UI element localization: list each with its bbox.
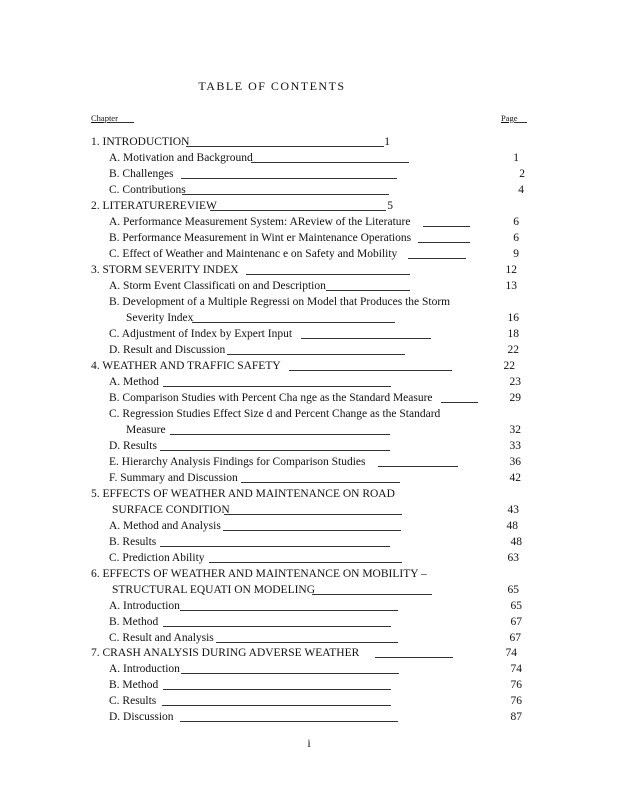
- page-number-footer: i: [307, 736, 311, 750]
- toc-page-number: 36: [509, 456, 521, 468]
- toc-leader: [289, 370, 452, 371]
- toc-entry[interactable]: C. Prediction Ability: [109, 552, 205, 564]
- toc-entry[interactable]: C. Result and Analysis: [109, 632, 214, 644]
- toc-page-number: 16: [507, 312, 519, 324]
- toc-leader: [180, 721, 398, 722]
- toc-entry[interactable]: A. Introduction: [109, 663, 180, 675]
- toc-entry[interactable]: A. Method: [109, 376, 159, 388]
- toc-page-number: 76: [510, 695, 522, 707]
- toc-entry[interactable]: A. Method and Analysis: [109, 520, 221, 532]
- toc-leader: [375, 657, 453, 658]
- toc-leader: [216, 642, 398, 643]
- toc-entry[interactable]: 7. CRASH ANALYSIS DURING ADVERSE WEATHER: [91, 647, 360, 659]
- toc-page-number: 33: [509, 440, 521, 452]
- toc-page-number: 42: [509, 472, 521, 484]
- toc-entry[interactable]: 1. INTRODUCTION: [91, 136, 190, 148]
- toc-leader: [441, 402, 478, 403]
- toc-leader: [408, 258, 466, 259]
- toc-page-number: 48: [506, 520, 518, 532]
- toc-page-number: 74: [510, 663, 522, 675]
- toc-page-number: 48: [510, 536, 522, 548]
- toc-page-number: 5: [387, 200, 393, 212]
- toc-leader: [163, 689, 391, 690]
- toc-entry[interactable]: E. Hierarchy Analysis Findings for Comparison Studies: [109, 456, 366, 468]
- toc-leader: [180, 610, 398, 611]
- toc-entry[interactable]: C. Effect of Weather and Maintenanc e on Safety and Mobility: [109, 248, 398, 260]
- toc-page-number: 12: [505, 264, 517, 276]
- toc-leader: [423, 226, 470, 227]
- toc-page-number: 22: [507, 344, 519, 356]
- toc-entry[interactable]: A. Motivation and Background: [109, 152, 253, 164]
- toc-page-number: 74: [505, 647, 517, 659]
- toc-page-number: 65: [507, 584, 519, 596]
- toc-leader: [251, 162, 409, 163]
- toc-leader: [418, 242, 470, 243]
- toc-leader: [241, 482, 400, 483]
- toc-leader: [163, 386, 391, 387]
- toc-page-number: 1: [384, 136, 390, 148]
- toc-leader: [192, 322, 395, 323]
- toc-page-number: 32: [509, 424, 521, 436]
- toc-entry[interactable]: C. Regression Studies Effect Size d and Percent Change as the Standard: [109, 408, 441, 420]
- toc-page-number: 65: [510, 600, 522, 612]
- toc-entry[interactable]: C. Contributions: [109, 184, 186, 196]
- toc-page-number: 4: [518, 184, 524, 196]
- chapter-header-rule: [110, 122, 134, 123]
- page-title: TABLE OF CONTENTS: [198, 79, 346, 93]
- toc-leader: [378, 466, 458, 467]
- toc-page-number: 6: [513, 216, 519, 228]
- toc-entry[interactable]: 3. STORM SEVERITY INDEX: [91, 264, 239, 276]
- toc-leader: [223, 530, 401, 531]
- toc-leader: [182, 194, 389, 195]
- toc-entry[interactable]: C. Adjustment of Index by Expert Input: [109, 328, 293, 340]
- toc-entry[interactable]: B. Method: [109, 616, 159, 628]
- toc-page-number: 22: [503, 360, 515, 372]
- toc-leader: [224, 514, 402, 515]
- toc-entry[interactable]: D. Discussion: [109, 711, 174, 723]
- toc-entry[interactable]: 6. EFFECTS OF WEATHER AND MAINTENANCE ON MOBILITY –: [91, 568, 427, 580]
- toc-page-number: 67: [509, 632, 521, 644]
- toc-entry[interactable]: B. Performance Measurement in Wint er Maintenance Operations: [109, 232, 412, 244]
- toc-entry[interactable]: A. Performance Measurement System: AReview of the Literature: [109, 216, 411, 228]
- toc-leader: [163, 626, 391, 627]
- toc-entry-continuation[interactable]: STRUCTURAL EQUATI ON MODELING: [112, 584, 316, 596]
- toc-entry[interactable]: 5. EFFECTS OF WEATHER AND MAINTENANCE ON ROAD: [91, 488, 395, 500]
- toc-page-number: 87: [510, 711, 522, 723]
- toc-leader: [312, 594, 432, 595]
- toc-page-number: 63: [507, 552, 519, 564]
- toc-entry-continuation[interactable]: Severity Index: [126, 312, 194, 324]
- toc-leader: [160, 450, 390, 451]
- toc-leader: [162, 705, 391, 706]
- toc-page-number: 1: [513, 152, 519, 164]
- toc-leader: [181, 178, 397, 179]
- toc-leader: [170, 434, 390, 435]
- toc-entry[interactable]: B. Challenges: [109, 168, 174, 180]
- chapter-column-header: Chapter: [91, 113, 118, 123]
- toc-page-number: 18: [507, 328, 519, 340]
- toc-entry[interactable]: C. Results: [109, 695, 157, 707]
- toc-page-number: 6: [513, 232, 519, 244]
- page-header-rule: [514, 122, 527, 123]
- toc-entry[interactable]: A. Storm Event Classificati on and Description: [109, 280, 326, 292]
- toc-leader: [301, 338, 431, 339]
- toc-page-number: 76: [510, 679, 522, 691]
- toc-entry[interactable]: D. Result and Discussion: [109, 344, 226, 356]
- toc-page-number: 2: [519, 168, 525, 180]
- toc-page-number: 9: [513, 248, 519, 260]
- toc-leader: [209, 562, 402, 563]
- page-column-header: Page: [501, 113, 518, 123]
- toc-leader: [326, 290, 410, 291]
- toc-leader: [160, 546, 390, 547]
- toc-entry-continuation[interactable]: SURFACE CONDITION: [112, 504, 230, 516]
- toc-page-number: 67: [510, 616, 522, 628]
- toc-page-number: 23: [509, 376, 521, 388]
- toc-entry[interactable]: 2. LITERATUREREVIEW: [91, 200, 217, 212]
- toc-entry-continuation[interactable]: Measure: [126, 424, 166, 436]
- toc-page-number: 13: [505, 280, 517, 292]
- toc-entry[interactable]: A. Introduction: [109, 600, 180, 612]
- toc-leader: [246, 274, 410, 275]
- toc-leader: [181, 673, 399, 674]
- toc-page-number: 43: [507, 504, 519, 516]
- toc-entry[interactable]: D. Results: [109, 440, 157, 452]
- toc-entry[interactable]: B. Development of a Multiple Regressi on Model that Produces the Storm: [109, 296, 451, 308]
- toc-page-number: 29: [509, 392, 521, 404]
- toc-entry[interactable]: 4. WEATHER AND TRAFFIC SAFETY: [91, 360, 281, 372]
- toc-entry[interactable]: B. Method: [109, 679, 159, 691]
- toc-entry[interactable]: B. Results: [109, 536, 157, 548]
- toc-leader: [227, 354, 405, 355]
- toc-entry[interactable]: B. Comparison Studies with Percent Cha nge as the Standard Measure: [109, 392, 433, 404]
- toc-entry[interactable]: F. Summary and Discussion: [109, 472, 238, 484]
